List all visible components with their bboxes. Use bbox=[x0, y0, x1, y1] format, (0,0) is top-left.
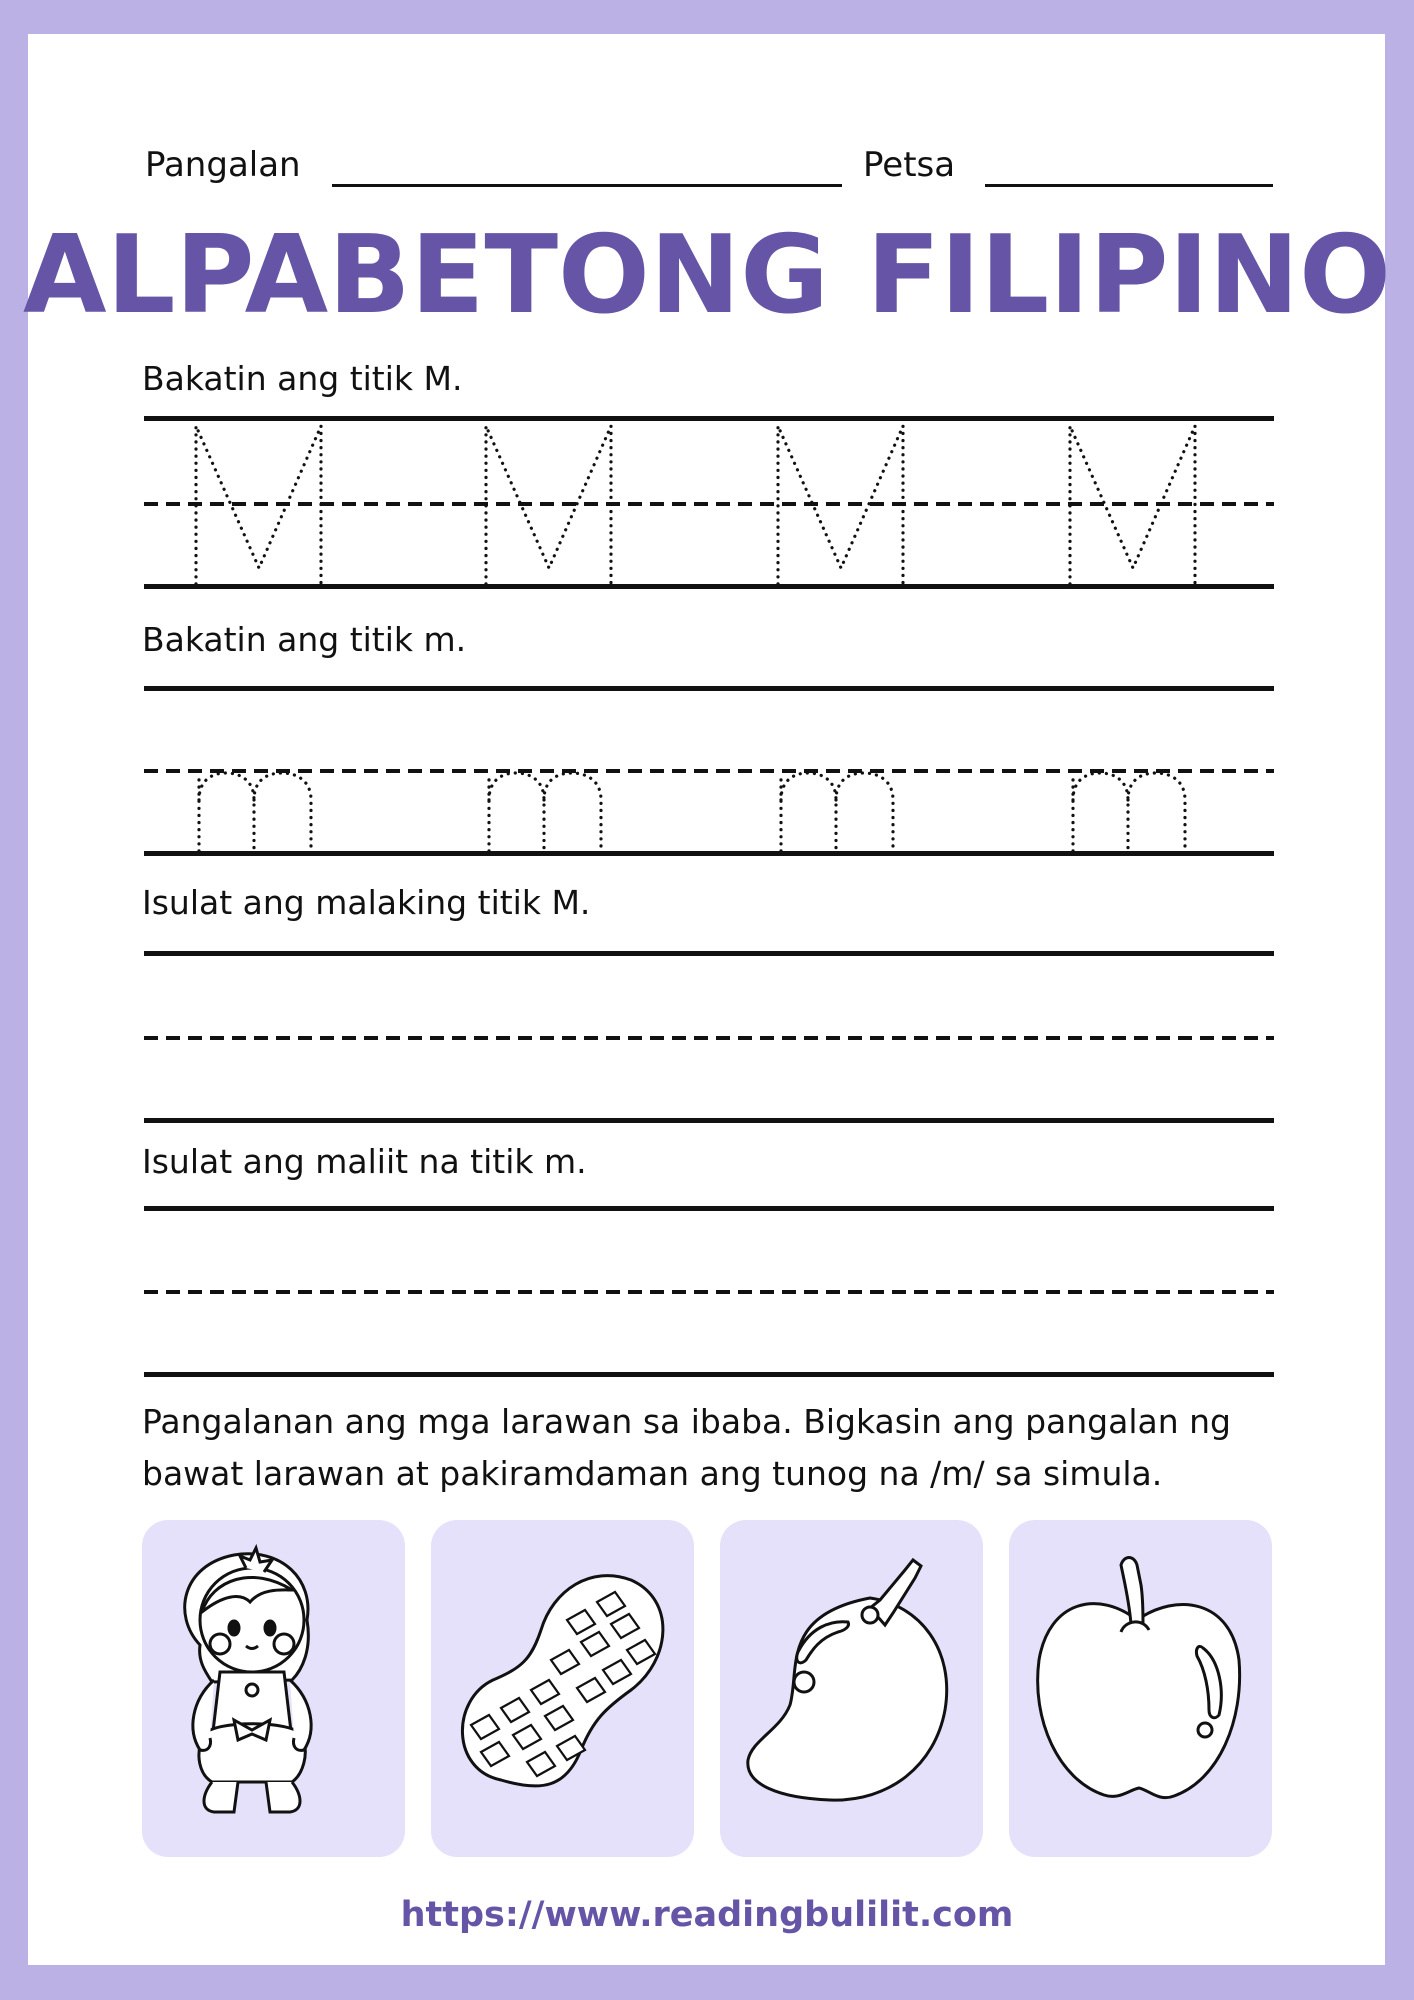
write-lower-instruction: Isulat ang maliit na titik m. bbox=[142, 1142, 587, 1181]
write-upper-top-rule[interactable] bbox=[144, 951, 1274, 956]
dotted-letter-m[interactable] bbox=[781, 773, 893, 851]
write-lower-mid-dash-rule[interactable] bbox=[144, 1290, 1274, 1294]
page-title: ALPABETONG FILIPINO bbox=[23, 213, 1391, 338]
write-upper-instruction: Isulat ang malaking titik M. bbox=[142, 883, 591, 922]
trace-lower-letters[interactable] bbox=[0, 0, 1414, 900]
write-lower-base-rule[interactable] bbox=[144, 1372, 1274, 1377]
picture-card-mango bbox=[720, 1520, 983, 1857]
apple-icon bbox=[1009, 1520, 1272, 1857]
mango-icon bbox=[720, 1520, 983, 1857]
dotted-letter-m[interactable] bbox=[1073, 773, 1185, 851]
trace-lower-instruction: Bakatin ang titik m. bbox=[142, 620, 467, 659]
footer-url-link[interactable]: https://www.readingbulilit.com bbox=[400, 1895, 1014, 1935]
picture-instruction: Pangalanan ang mga larawan sa ibaba. Bigkasin ang pangalan ng bawat larawan at pakiramdaman ang tunog na /m/ sa simula. bbox=[142, 1402, 1231, 1493]
dotted-letter-m[interactable] bbox=[489, 773, 601, 851]
picture-card-peanut bbox=[431, 1520, 694, 1857]
dotted-letter-m[interactable] bbox=[199, 773, 311, 851]
trace-upper-instruction: Bakatin ang titik M. bbox=[142, 359, 463, 398]
write-upper-base-rule[interactable] bbox=[144, 1118, 1274, 1123]
write-upper-mid-dash-rule[interactable] bbox=[144, 1036, 1274, 1040]
date-label: Petsa bbox=[863, 145, 956, 185]
picture-card-doll bbox=[142, 1520, 405, 1857]
write-lower-top-rule[interactable] bbox=[144, 1206, 1274, 1211]
peanut-icon bbox=[431, 1520, 694, 1857]
picture-card-apple bbox=[1009, 1520, 1272, 1857]
name-label: Pangalan bbox=[145, 145, 301, 185]
doll-icon bbox=[142, 1520, 405, 1857]
